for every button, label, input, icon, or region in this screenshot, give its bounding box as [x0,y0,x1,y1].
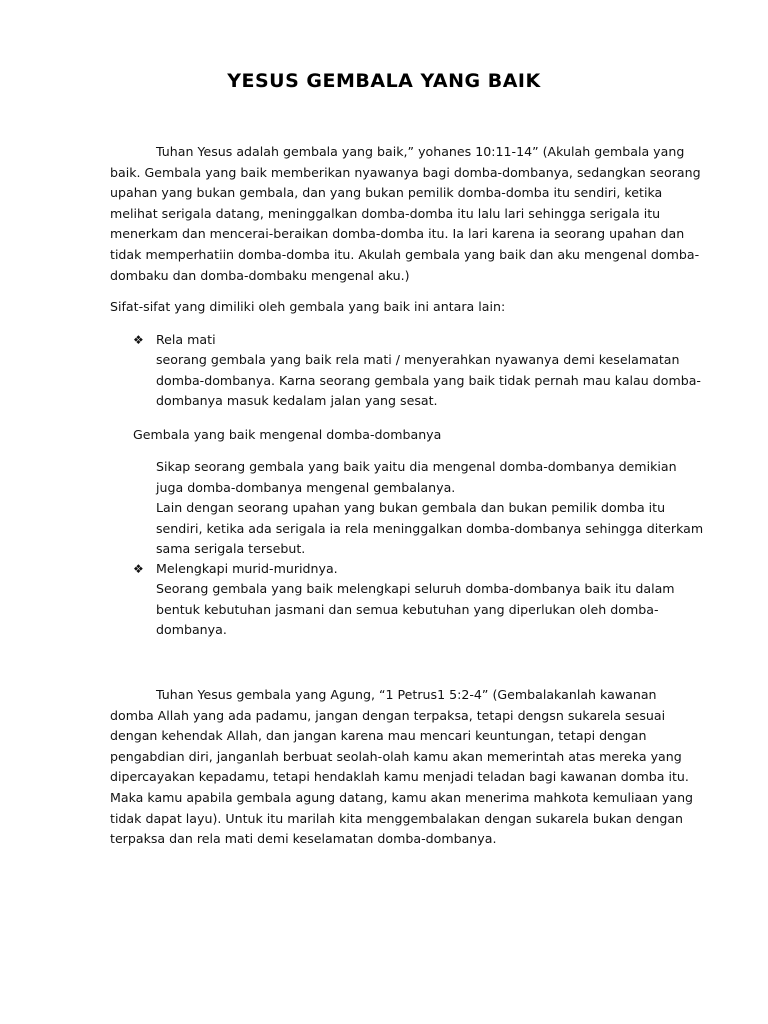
bullet-body-melengkapi [156,579,675,641]
paragraph-line: dombanya masuk kedalam jalan yang sesat. [156,393,438,409]
paragraph-line: upahan yang bukan gembala, dan yang bukan pemilik domba-domba itu sendiri, ketika [110,185,663,201]
intro-paragraph [110,142,701,286]
paragraph-line: seorang gembala yang baik rela mati / menyerahkan nyawanya demi keselamatan [156,352,680,367]
closing-paragraph [110,685,696,850]
paragraph-line: Maka kamu apabila gembala agung datang, kamu akan menerima mahkota kemuliaan yang [110,789,694,805]
paragraph-line: domba Allah yang ada padamu, jangan dengan terpaksa, tetapi dengsn sukarela sesuai [110,707,666,723]
diamond-bullet-icon: ❖ [133,562,144,576]
bullet-body-rela-mati [156,350,701,412]
paragraph-line: Lain dengan seorang upahan yang bukan gembala dan bukan pemilik domba itu [156,500,666,516]
paragraph-line: dombaku dan domba-dombaku mengenal aku.) [110,267,410,283]
traits-heading: Sifat-sifat yang dimiliki oleh gembala yang baik ini antara lain: [110,299,506,314]
subheading-mengenal: Gembala yang baik mengenal domba-dombanya [133,427,442,442]
paragraph-line: sendiri, ketika ada serigala ia rela meninggalkan domba-dombanya sehingga diterkam [156,520,704,536]
paragraph-line: baik. Gembala yang baik memberikan nyawanya bagi domba-dombanya, sedangkan seorang [110,164,701,180]
paragraph-line: bentuk kebutuhan jasmani dan semua kebutuhan yang diperlukan oleh domba- [156,601,659,617]
paragraph-line: Tuhan Yesus adalah gembala yang baik,” yohanes 10:11-14” (Akulah gembala yang [156,144,685,159]
paragraph-line: Seorang gembala yang baik melengkapi seluruh domba-dombanya baik itu dalam [156,581,675,596]
paragraph-line: juga domba-dombanya mengenal gembalanya. [156,479,456,495]
bullet-label: Rela mati [156,332,216,347]
paragraph-line: tidak dapat layu). Untuk itu marilah kita menggembalakan dengan sukarela bukan dengan [110,810,684,826]
paragraph-line: domba-dombanya. Karna seorang gembala yang baik tidak pernah mau kalau domba- [156,372,701,388]
paragraph-line: Sikap seorang gembala yang baik yaitu dia mengenal domba-dombanya demikian [156,459,677,474]
paragraph-line: pengabdian diri, janganlah berbuat seolah-olah kamu akan memerintah atas mereka yang [110,748,682,764]
paragraph-line: sama serigala tersebut. [156,541,306,557]
paragraph-line: dengan kehendak Allah, dan jangan karena mau mencari keuntungan, tetapi dengan [110,728,647,744]
paragraph-line: melihat serigala datang, meninggalkan domba-domba itu lalu lari sehingga serigala itu [110,205,661,221]
paragraph-line: dipercayakan kepadamu, tetapi hendaklah kamu menjadi teladan bagi kawanan domba itu. [110,769,689,785]
paragraph-line: terpaksa dan rela mati demi keselamatan domba-dombanya. [110,831,497,847]
mengenal-body [156,457,703,560]
bullet-label: Melengkapi murid-muridnya. [156,561,338,576]
paragraph-line: dombanya. [156,622,227,638]
paragraph-line: menerkam dan mencerai-beraikan domba-domba itu. Ia lari karena ia seorang upahan dan [110,226,685,242]
paragraph-line: tidak memperhatiin domba-domba itu. Akulah gembala yang baik dan aku mengenal domba- [110,246,700,262]
diamond-bullet-icon: ❖ [133,333,144,347]
document-title: YESUS GEMBALA YANG BAIK [227,70,541,92]
paragraph-line: Tuhan Yesus gembala yang Agung, “1 Petrus1 5:2-4” (Gembalakanlah kawanan [156,687,657,702]
